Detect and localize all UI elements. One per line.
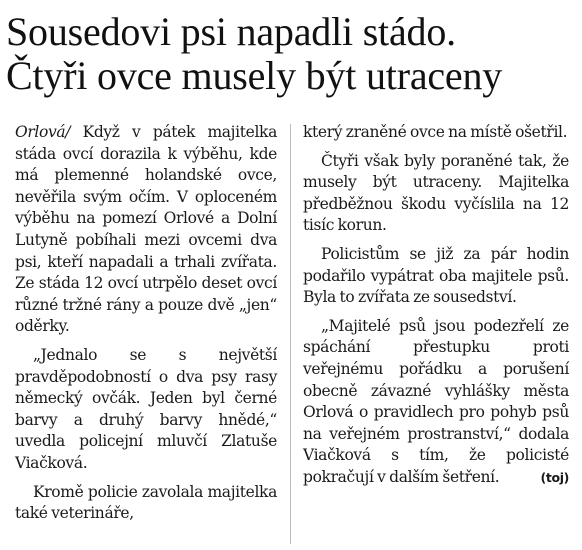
paragraph-5: Policistům se již za pár hodin podařilo vypátrat oba majitele psů. Byla to zvířata ze sousedství. — [303, 244, 569, 307]
paragraph-6-text: „Majitelé psů jsou podezřelí ze spáchání přestupku proti veřejnému pořádku a porušení obecně závazné vyhlášky města Orlová o pravidlech pro pohyb psů na veřejném prostranství,“ dodala Viačková s tím, že policisté pokračují v dalším šetření. — [303, 316, 569, 486]
column-divider — [290, 124, 291, 544]
paragraph-3-continued: který zraněné ovce na místě ošetřil. — [303, 123, 568, 141]
paragraph-6 — [303, 316, 569, 489]
column-left — [15, 122, 277, 532]
paragraph-4: Čtyři však byly poraněné tak, že musely být utraceny. Majitelka předběžnou škodu vyčíslila na 12 tisíc korun. — [303, 151, 569, 235]
headline-line-2: Čtyři ovce musely být utraceny — [6, 53, 503, 98]
paragraph-1 — [15, 122, 277, 338]
headline-line-1: Sousedovi psi napadli stádo. — [6, 9, 456, 54]
paragraph-3: Kromě policie zavolala majitelka také veterináře, — [15, 482, 277, 523]
column-right — [303, 122, 569, 496]
dateline: Orlová/ — [15, 123, 71, 141]
paragraph-2: „Jednalo se s největší pravděpodobností o dva psy rasy německý ovčák. Jeden byl černé barvy a druhý barvy hnědé,“ uvedla policejní mluvčí Zlatuše Viačková. — [15, 345, 277, 472]
headline — [6, 10, 578, 98]
author-signature: (toj) — [540, 469, 569, 485]
paragraph-1-text: Když v pátek majitelka stáda ovcí dorazila k výběhu, kde má plemenné holandské ovce, nevěřila svým očím. V oploceném výběhu na pomezí Orlové a Dolní Lutyně pobíhali mezi ovcemi dva psi, kteří napadali a trhali zvířata. Ze stáda 12 ovcí utrpělo deset ovcí různé tržné rány a pouze dvě „jen“ oděrky. — [15, 123, 277, 336]
